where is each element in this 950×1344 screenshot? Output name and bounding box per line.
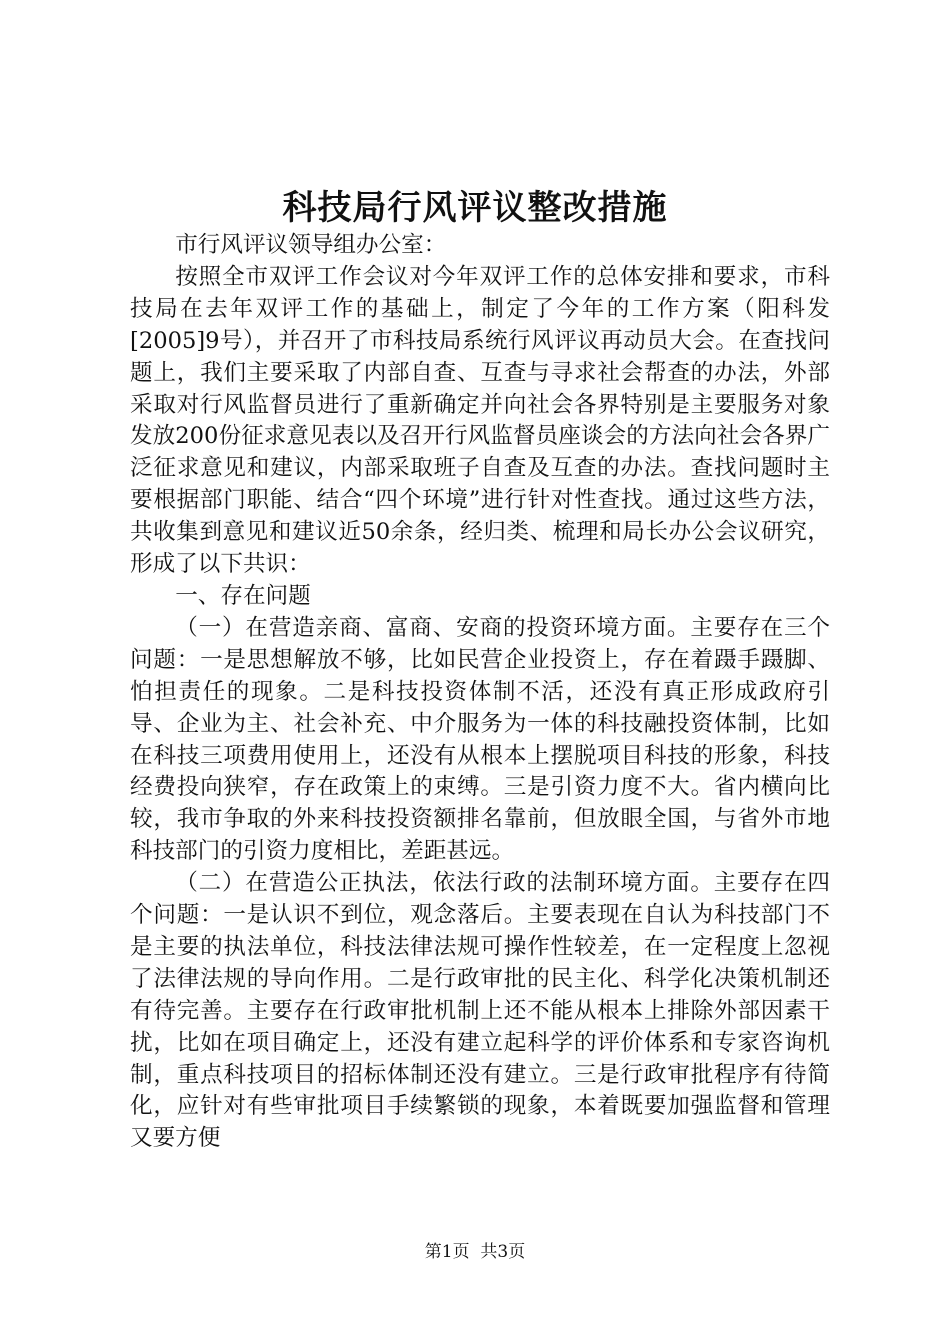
- problem-paragraph-2: （二）在营造公正执法，依法行政的法制环境方面。主要存在四个问题：一是认识不到位，观念落后。主要表现在自认为科技部门不是主要的执法单位，科技法律法规可操作性较差，在一定程度上忽视了法律法规的导向作用。二是行政审批的民主化、科学化决策机制还有待完善。主要存在行政审批机制上还不能从根本上排除外部因素干扰，比如在项目确定上，还没有建立起科学的评价体系和专家咨询机制，重点科技项目的招标体制还没有建立。三是行政审批程序有待简化，应针对有些审批项目手续繁锁的现象，本着既要加强监督和管理又要方便: [130, 870, 830, 1152]
- page-number-label: 第1页 共3页: [424, 1242, 526, 1262]
- document-title: 科技局行风评议整改措施: [282, 188, 668, 228]
- page-footer: [0, 1240, 950, 1264]
- document-body: [130, 230, 830, 1155]
- section-heading: 一、存在问题: [175, 582, 311, 609]
- problem-paragraph-1: （一）在营造亲商、富商、安商的投资环境方面。主要存在三个问题：一是思想解放不够，比如民营企业投资上，存在着蹑手蹑脚、怕担责任的现象。二是科技投资体制不活，还没有真正形成政府引导、企业为主、社会补充、中介服务为一体的科技融投资体制，比如在科技三项费用使用上，还没有从根本上摆脱项目科技的形象，科技经费投向狭窄，存在政策上的束缚。三是引资力度不大。省内横向比较，我市争取的外来科技投资额排名靠前，但放眼全国，与省外市地科技部门的引资力度相比，差距甚远。: [130, 614, 830, 865]
- salutation-paragraph: 市行风评议领导组办公室：: [175, 232, 447, 258]
- intro-paragraph: 按照全市双评工作会议对今年双评工作的总体安排和要求，市科技局在去年双评工作的基础上，制定了今年的工作方案（阳科发[2005]9号），并召开了市科技局系统行风评议再动员大会。在查找问题上，我们主要采取了内部自查、互查与寻求社会帮查的办法，外部采取对行风监督员进行了重新确定并向社会各界特别是主要服务对象发放200份征求意见表以及召开行风监督员座谈会的方法向社会各界广泛征求意见和建议，内部采取班子自查及互查的办法。查找问题时主要根据部门职能、结合“四个环境”进行针对性查找。通过这些方法，共收集到意见和建议近50余条，经归类、梳理和局长办公会议研究，形成了以下共识：: [130, 263, 830, 578]
